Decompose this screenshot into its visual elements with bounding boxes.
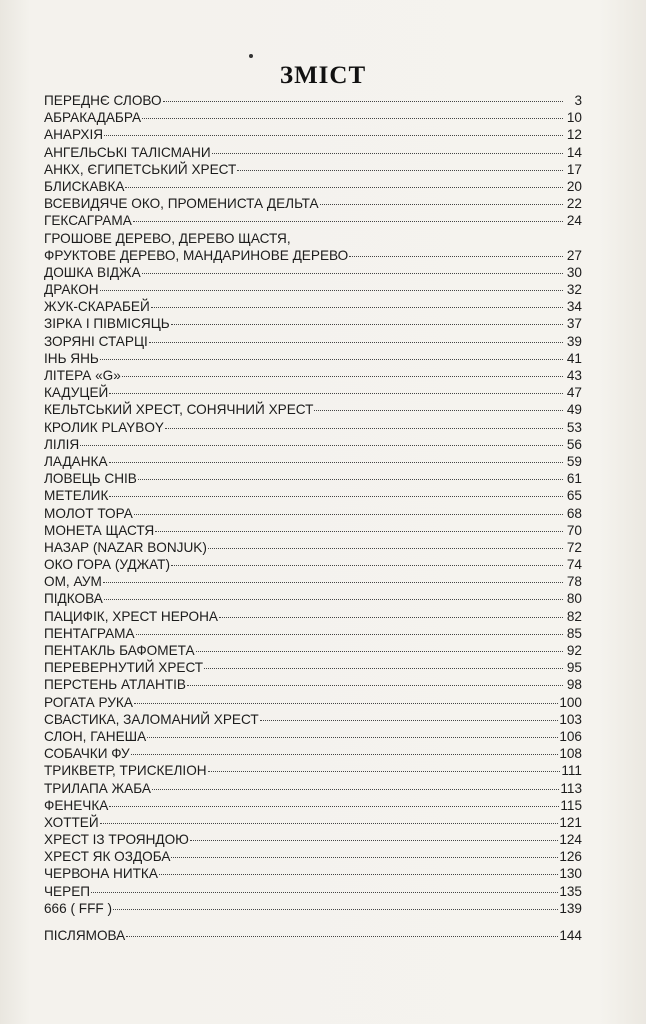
toc-page-number: 10 (566, 110, 582, 126)
toc-page-number: 37 (566, 316, 582, 332)
toc-entry (44, 367, 582, 384)
dot-leader (159, 874, 558, 875)
toc-entry (44, 505, 582, 522)
dot-leader (100, 359, 563, 360)
toc-entry (44, 556, 582, 573)
dot-leader (171, 857, 558, 858)
dot-leader (109, 462, 563, 463)
toc-page-number: 113 (560, 780, 582, 796)
toc-entry-label: ЧЕРВОНА НИТКА (44, 866, 158, 882)
dot-leader (320, 204, 563, 205)
toc-entry-label: ЗІРКА І ПІВМІСЯЦЬ (44, 316, 170, 332)
toc-page-number: 92 (566, 643, 582, 658)
dot-leader (151, 307, 563, 308)
toc-page-number: 27 (566, 247, 582, 263)
dot-leader (134, 514, 563, 515)
toc-entry (44, 711, 582, 728)
toc-page-number: 65 (566, 488, 582, 504)
table-of-contents (44, 92, 582, 944)
dot-leader (80, 445, 563, 446)
dot-leader (171, 565, 563, 566)
toc-entry-label: СЛОН, ГАНЕША (44, 728, 147, 744)
toc-entry-label: ПЕРЕВЕРНУТИЙ ХРЕСТ (44, 660, 204, 676)
toc-page-number: 108 (559, 746, 582, 762)
toc-entry (44, 625, 582, 642)
toc-entry-label: БЛИСКАВКА (44, 178, 125, 194)
dot-leader (204, 668, 563, 669)
toc-entry-label: ЗОРЯНІ СТАРЦІ (44, 333, 148, 349)
toc-page-number: 95 (566, 660, 582, 676)
dot-leader (104, 599, 563, 600)
toc-page-number: 144 (559, 928, 582, 943)
toc-entry (44, 161, 582, 178)
toc-page-number: 111 (561, 763, 582, 779)
toc-entry-label: ХРЕСТ ЯК ОЗДОБА (44, 849, 171, 865)
dot-leader (126, 936, 558, 937)
toc-entry-label: ІНЬ ЯНЬ (44, 350, 99, 366)
dot-leader (208, 771, 561, 772)
toc-page-number: 98 (566, 677, 582, 693)
toc-entry-label: ФРУКТОВЕ ДЕРЕВО, МАНДАРИНОВЕ ДЕРЕВО (44, 247, 349, 263)
toc-page-number: 56 (566, 436, 582, 452)
toc-entry-label: КРОЛИК PLAYBOY (44, 419, 164, 435)
toc-entry-label: НАЗАР (NAZAR BONJUK) (44, 539, 207, 555)
toc-entry-label: ЛОВЕЦЬ СНІВ (44, 471, 137, 487)
toc-entry-label: МОЛОТ ТОРА (44, 505, 133, 521)
dot-leader (237, 170, 563, 171)
toc-entry (44, 401, 582, 418)
toc-entry-label: КЕЛЬТСЬКИЙ ХРЕСТ, СОНЯЧНИЙ ХРЕСТ (44, 402, 314, 418)
dot-leader (155, 531, 563, 532)
dot-leader (314, 410, 563, 411)
toc-entry-label: ПІСЛЯМОВА (44, 928, 126, 943)
toc-entry-label: ЖУК-СКАРАБЕЙ (44, 299, 150, 315)
toc-entry (44, 212, 582, 229)
toc-entry-label: ГЕКСАГРАМА (44, 213, 132, 229)
toc-entry-label: АНКХ, ЄГИПЕТСЬКИЙ ХРЕСТ (44, 161, 237, 177)
toc-entry-label: ПЕНТАГРАМА (44, 625, 135, 641)
toc-page-number: 124 (559, 832, 582, 848)
toc-entry (44, 608, 582, 625)
dot-leader (219, 617, 563, 618)
dot-leader (190, 840, 558, 841)
toc-entry (44, 573, 582, 590)
toc-entry (44, 865, 582, 882)
ink-speck (249, 54, 253, 58)
dot-leader (149, 342, 563, 343)
toc-entry-label: ЛІЛІЯ (44, 436, 80, 452)
toc-entry (44, 814, 582, 831)
dot-leader (136, 634, 563, 635)
toc-entry (44, 745, 582, 762)
toc-entry (44, 298, 582, 315)
toc-entry (44, 780, 582, 797)
toc-page-number: 32 (566, 282, 582, 298)
toc-entry (44, 487, 582, 504)
toc-entry (44, 642, 582, 659)
dot-leader (165, 428, 563, 429)
toc-entry-line (44, 230, 582, 247)
toc-entry-label: ЛАДАНКА (44, 453, 108, 469)
toc-entry-label: РОГАТА РУКА (44, 694, 133, 710)
toc-entry (44, 264, 582, 281)
toc-page-number: 43 (566, 368, 582, 383)
dot-leader (212, 153, 563, 154)
toc-entry (44, 453, 582, 470)
dot-leader (131, 754, 559, 755)
dot-leader (109, 393, 563, 394)
toc-entry-label: ПІДКОВА (44, 591, 103, 607)
dot-leader (125, 187, 563, 188)
toc-entry (44, 539, 582, 556)
toc-entry (44, 419, 582, 436)
toc-entry (44, 927, 582, 944)
toc-page-number: 100 (559, 694, 582, 710)
toc-page-number: 106 (559, 728, 582, 744)
toc-page-number: 20 (566, 178, 582, 194)
toc-entry-label: АБРАКАДАБРА (44, 110, 142, 126)
toc-entry-label: ПЕРЕДНЄ СЛОВО (44, 93, 162, 108)
toc-page-number: 3 (574, 93, 582, 108)
toc-entry (44, 659, 582, 676)
dot-leader (196, 651, 563, 652)
toc-entry (44, 694, 582, 711)
toc-entry-label: ОКО ГОРА (УДЖАТ) (44, 557, 171, 573)
toc-entry (44, 436, 582, 453)
toc-entry (44, 900, 582, 917)
toc-page-number: 30 (566, 264, 582, 280)
toc-entry (44, 384, 582, 401)
toc-entry-label: ДРАКОН (44, 282, 99, 298)
toc-entry (44, 109, 582, 126)
toc-page-number: 14 (566, 144, 582, 160)
dot-leader (103, 582, 563, 583)
dot-leader (171, 324, 563, 325)
toc-entry (44, 92, 582, 109)
toc-entry-label: ХРЕСТ ІЗ ТРОЯНДОЮ (44, 832, 189, 848)
dot-leader (133, 221, 563, 222)
toc-page-number: 130 (559, 866, 582, 882)
toc-entry-label: ХОТТЕЙ (44, 814, 99, 830)
toc-entry-label: ЛІТЕРА «G» (44, 368, 121, 383)
toc-entry (44, 350, 582, 367)
toc-entry-label: ПЕНТАКЛЬ БАФОМЕТА (44, 643, 195, 658)
toc-entry-label: СВАСТИКА, ЗАЛОМАНИЙ ХРЕСТ (44, 711, 259, 727)
toc-page-number: 41 (566, 350, 582, 366)
toc-entry (44, 333, 582, 350)
toc-entry-label: МОНЕТА ЩАСТЯ (44, 522, 155, 538)
toc-entry-label: МЕТЕЛИК (44, 488, 109, 504)
toc-entry (44, 178, 582, 195)
dot-leader (349, 256, 563, 257)
toc-entry (44, 797, 582, 814)
toc-page-number: 68 (566, 505, 582, 521)
toc-entry (44, 590, 582, 607)
toc-entry-label: ПЕРСТЕНЬ АТЛАНТІВ (44, 677, 186, 693)
toc-entry-label: ОМ, АУМ (44, 574, 102, 590)
dot-leader (138, 479, 563, 480)
toc-page-number: 17 (566, 161, 582, 177)
toc-entry-label: АНГЕЛЬСЬКІ ТАЛІСМАНИ (44, 144, 211, 160)
dot-leader (109, 806, 559, 807)
toc-page-number: 59 (566, 453, 582, 469)
toc-entry (44, 522, 582, 539)
dot-leader (100, 290, 563, 291)
toc-entry (44, 126, 582, 143)
toc-entry-label: АНАРХІЯ (44, 127, 104, 143)
toc-entry-label: СОБАЧКИ ФУ (44, 746, 130, 762)
toc-page-number: 82 (566, 608, 582, 624)
toc-entry-label: ЧЕРЕП (44, 883, 91, 899)
toc-page-number: 47 (566, 385, 582, 401)
toc-page-number: 121 (559, 814, 582, 830)
toc-page-number: 24 (566, 213, 582, 229)
dot-leader (208, 548, 563, 549)
toc-page-number: 135 (559, 883, 582, 899)
toc-entry (44, 247, 582, 264)
toc-entry-label: 666 ( FFF ) (44, 900, 112, 916)
toc-gap (44, 917, 582, 927)
toc-page-number: 126 (559, 849, 582, 865)
toc-entry-label: ГРОШОВЕ ДЕРЕВО, ДЕРЕВО ЩАСТЯ, (44, 230, 291, 246)
toc-entry (44, 831, 582, 848)
toc-entry-label: КАДУЦЕЙ (44, 385, 109, 401)
page-title: ЗМІСТ (279, 62, 367, 89)
toc-page-number: 12 (566, 127, 582, 143)
toc-entry (44, 315, 582, 332)
dot-leader (113, 909, 558, 910)
toc-page-number: 80 (566, 591, 582, 607)
toc-page-number: 53 (566, 419, 582, 435)
dot-leader (142, 118, 563, 119)
toc-page-number: 74 (566, 557, 582, 573)
toc-entry (44, 883, 582, 900)
dot-leader (122, 376, 563, 377)
toc-entry (44, 762, 582, 779)
dot-leader (104, 135, 563, 136)
toc-page-number: 34 (566, 299, 582, 315)
dot-leader (187, 685, 563, 686)
dot-leader (142, 273, 563, 274)
toc-entry-label: ТРИКВЕТР, ТРИСКЕЛІОН (44, 763, 207, 779)
dot-leader (260, 720, 559, 721)
toc-entry (44, 728, 582, 745)
toc-entry-label: ТРИЛАПА ЖАБА (44, 780, 151, 796)
toc-page-number: 103 (559, 711, 582, 727)
toc-entry (44, 144, 582, 161)
toc-entry (44, 195, 582, 212)
toc-entry-label: ПАЦИФІК, ХРЕСТ НЕРОНА (44, 608, 219, 624)
dot-leader (109, 496, 563, 497)
toc-entry-label: ВСЕВИДЯЧЕ ОКО, ПРОМЕНИСТА ДЕЛЬТА (44, 196, 319, 212)
toc-page-number: 49 (566, 402, 582, 418)
dot-leader (152, 789, 559, 790)
toc-page-number: 85 (566, 625, 582, 641)
toc-page-number: 39 (566, 333, 582, 349)
toc-page-number: 72 (566, 539, 582, 555)
dot-leader (134, 703, 558, 704)
toc-entry (44, 281, 582, 298)
toc-entry-label: ДОШКА ВІДЖА (44, 264, 141, 280)
dot-leader (147, 737, 558, 738)
dot-leader (100, 823, 559, 824)
toc-entry (44, 470, 582, 487)
toc-entry (44, 676, 582, 693)
toc-page-number: 139 (559, 900, 582, 916)
toc-page-number: 61 (566, 471, 582, 487)
toc-page-number: 70 (566, 522, 582, 538)
dot-leader (91, 892, 558, 893)
toc-entry-label: ФЕНЕЧКА (44, 797, 109, 813)
toc-page-number: 78 (566, 574, 582, 590)
toc-entry (44, 848, 582, 865)
toc-page-number: 22 (566, 196, 582, 212)
toc-page-number: 115 (560, 797, 582, 813)
dot-leader (163, 101, 563, 102)
